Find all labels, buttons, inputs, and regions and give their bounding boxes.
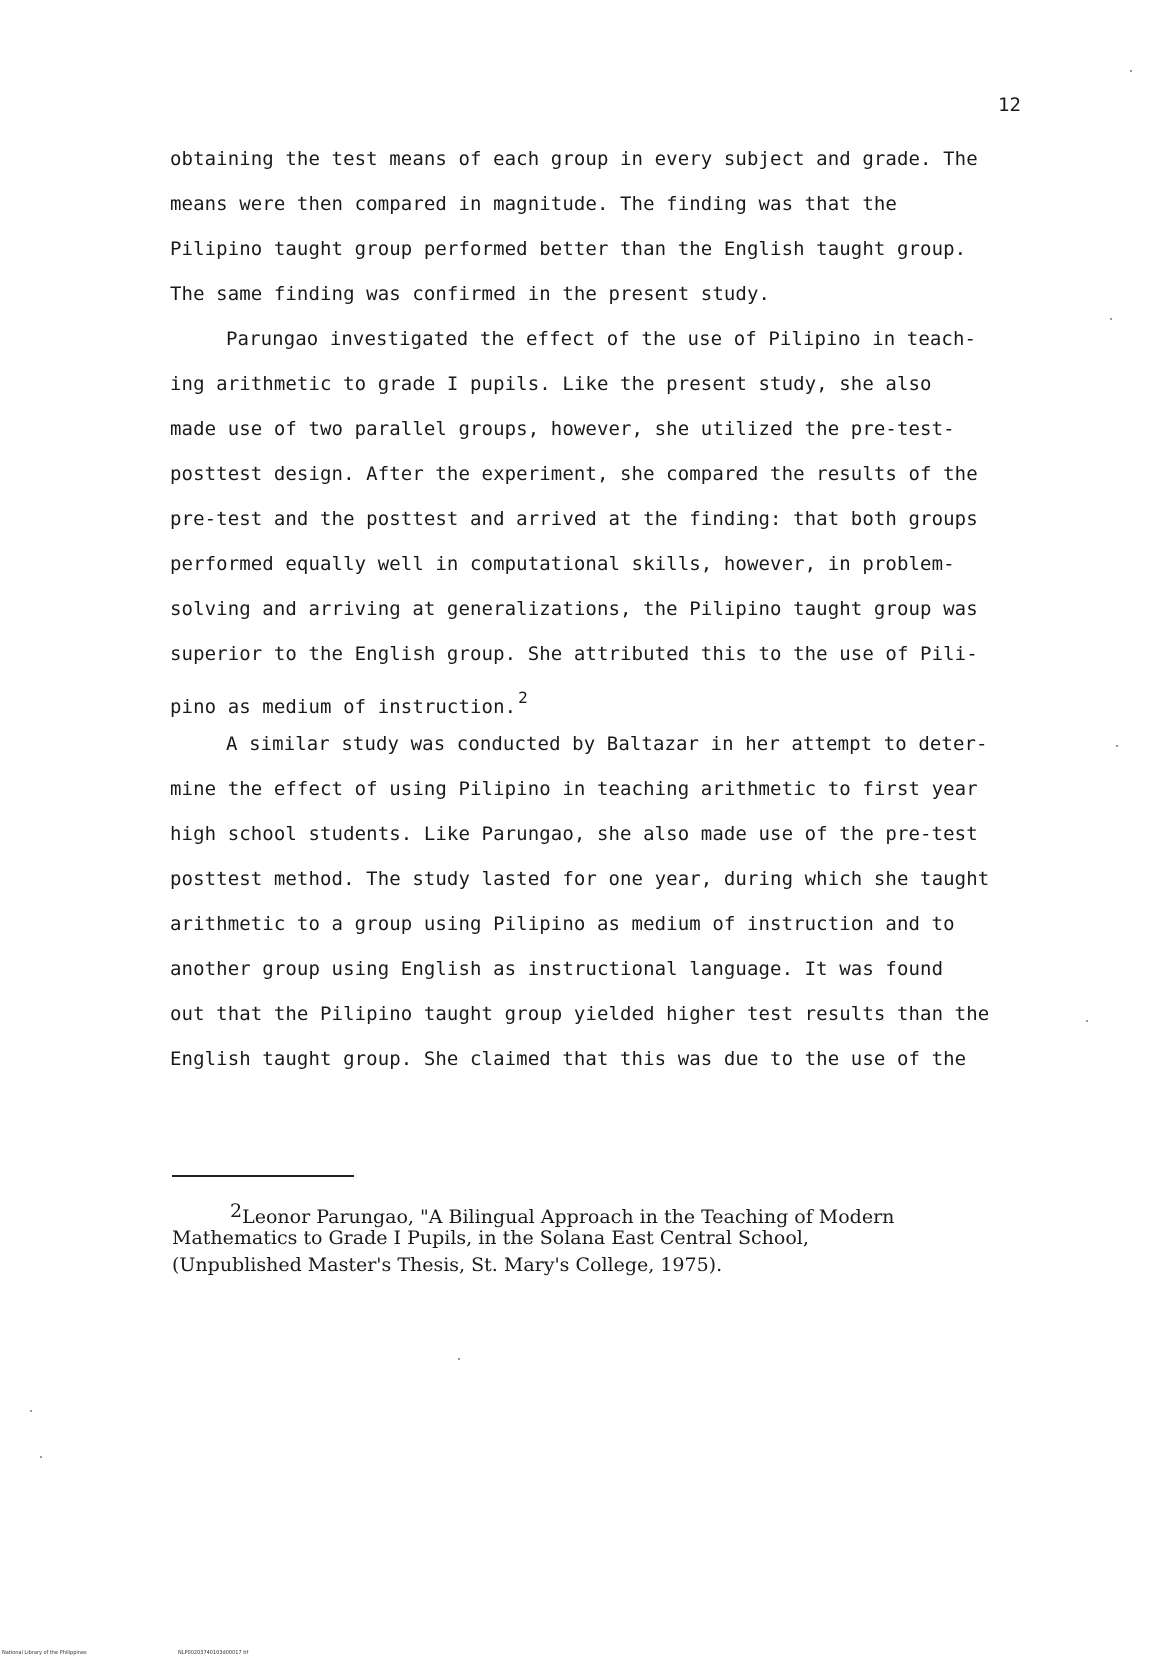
body-line: high school students. Like Parungao, she also made use of the pre-test <box>170 823 978 845</box>
footnote-line <box>230 1200 894 1228</box>
body-line: Parungao investigated the effect of the use of Pilipino in teach- <box>226 328 977 350</box>
footnote-line: (Unpublished Master's Thesis, St. Mary's College, 1975). <box>172 1254 723 1276</box>
footnote-line: Mathematics to Grade I Pupils, in the Solana East Central School, <box>172 1227 809 1249</box>
body-line: obtaining the test means of each group in every subject and grade. The <box>170 148 978 170</box>
body-line <box>170 688 528 718</box>
body-line: arithmetic to a group using Pilipino as medium of instruction and to <box>170 913 955 935</box>
body-line: solving and arriving at generalizations, the Pilipino taught group was <box>170 598 978 620</box>
body-line: means were then compared in magnitude. The finding was that the <box>170 193 897 215</box>
body-line: pre-test and the posttest and arrived at the finding: that both groups <box>170 508 978 530</box>
scan-speck <box>30 1410 32 1412</box>
footnote-text: Leonor Parungao, "A Bilingual Approach in the Teaching of Modern <box>242 1206 895 1228</box>
body-line: The same finding was confirmed in the present study. <box>170 283 771 305</box>
footnote-reference: 2 <box>518 688 528 707</box>
archive-code: NLP00203740103d00017 tif <box>178 1650 249 1656</box>
body-line: A similar study was conducted by Baltazar in her attempt to deter- <box>226 733 988 755</box>
scan-speck <box>1086 1020 1088 1022</box>
footnote-number: 2 <box>230 1200 243 1222</box>
body-line: made use of two parallel groups, however, she utilized the pre-test- <box>170 418 955 440</box>
body-line: English taught group. She claimed that this was due to the use of the <box>170 1048 967 1070</box>
body-line: posttest design. After the experiment, she compared the results of the <box>170 463 978 485</box>
body-line: out that the Pilipino taught group yielded higher test results than the <box>170 1003 990 1025</box>
body-line: mine the effect of using Pilipino in teaching arithmetic to first year <box>170 778 978 800</box>
body-line-text: pino as medium of instruction. <box>170 696 517 718</box>
body-line: superior to the English group. She attributed this to the use of Pili- <box>170 643 978 665</box>
footnote-rule <box>172 1175 354 1177</box>
scan-speck <box>1116 745 1118 747</box>
archive-label: National Library of the Philippines <box>2 1650 87 1656</box>
page-number: 12 <box>998 94 1021 116</box>
body-line: another group using English as instructional language. It was found <box>170 958 944 980</box>
body-line: performed equally well in computational skills, however, in problem- <box>170 553 955 575</box>
scan-speck <box>458 1358 460 1360</box>
body-line: Pilipino taught group performed better than the English taught group. <box>170 238 967 260</box>
scan-speck <box>1110 318 1112 320</box>
scan-speck <box>1130 70 1132 72</box>
scan-speck <box>40 1456 42 1458</box>
body-line: ing arithmetic to grade I pupils. Like the present study, she also <box>170 373 932 395</box>
body-line: posttest method. The study lasted for one year, during which she taught <box>170 868 990 890</box>
